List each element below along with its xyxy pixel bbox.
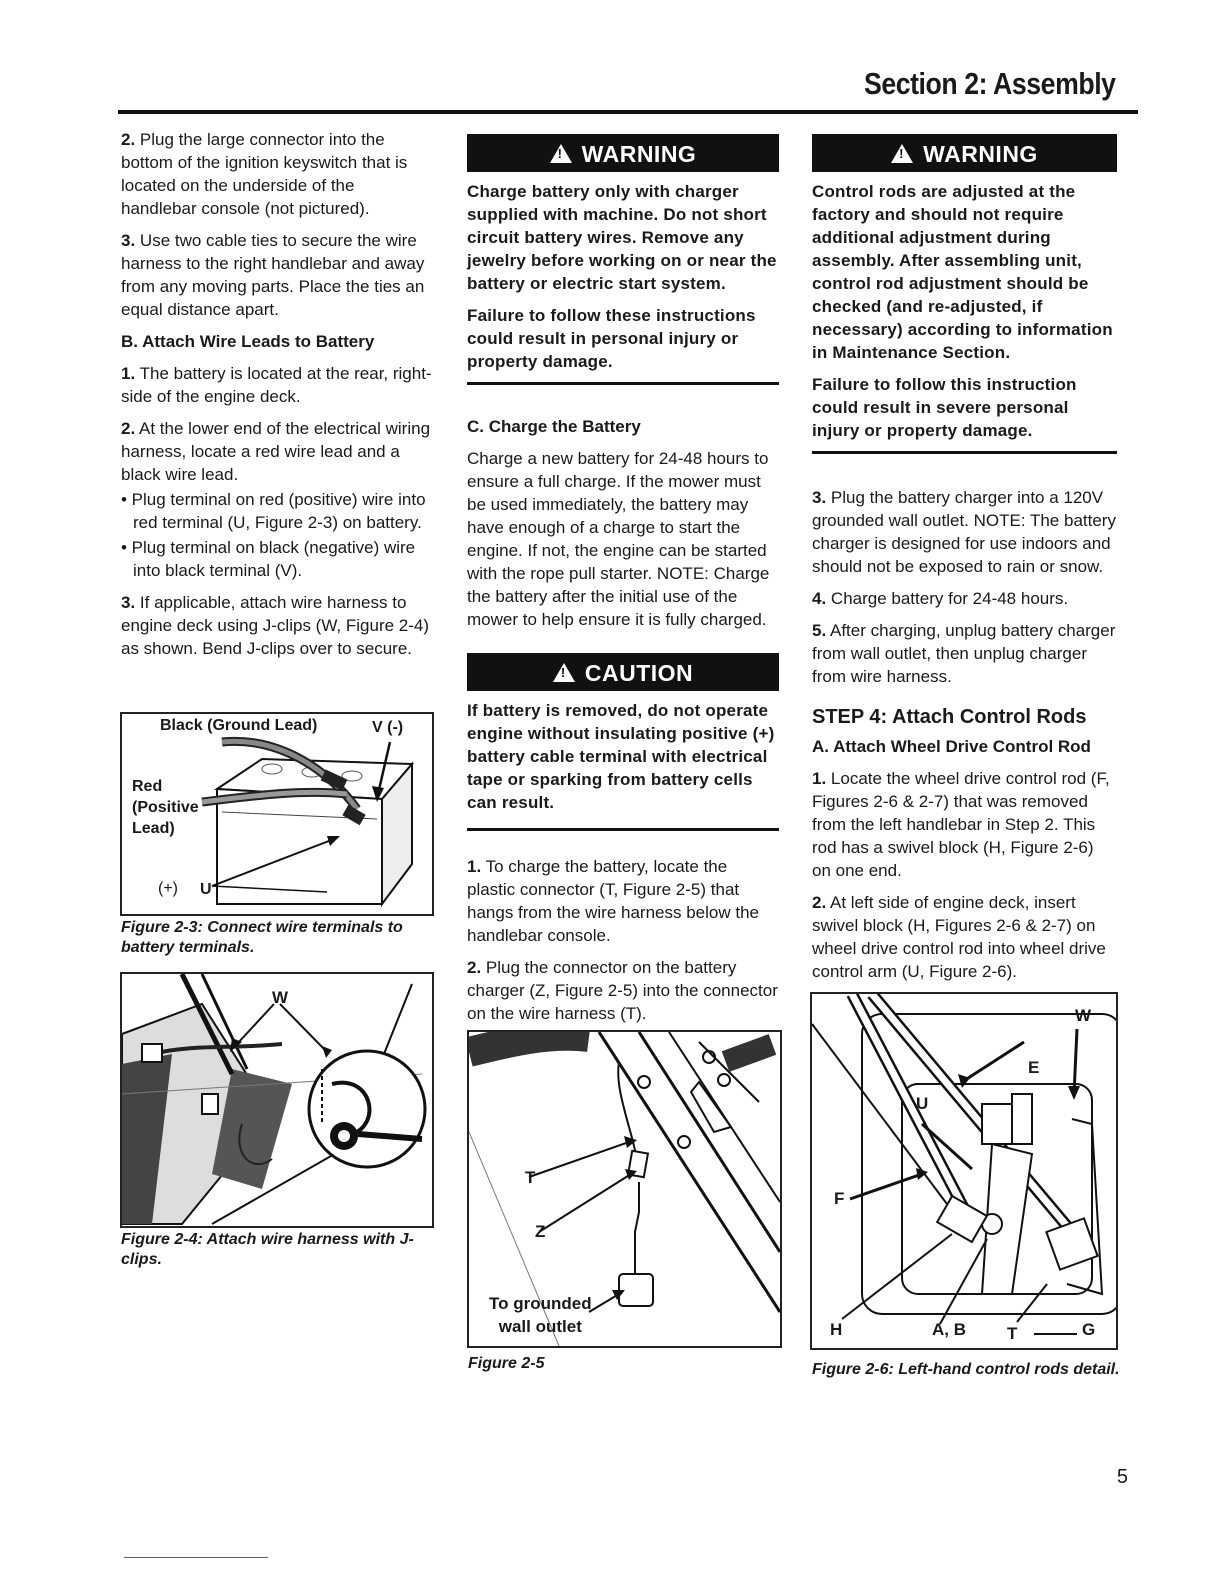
label-u: U <box>916 1094 929 1113</box>
label-to-grounded-wall-outlet: To grounded wall outlet <box>489 1294 592 1336</box>
a-step-1-para: 1. Locate the wheel drive control rod (F, Figures 2-6 & 2-7) that was removed from the left handlebar in Step 2. This rod has a swivel block (H, Figure 2-6) on one end. <box>812 769 1110 880</box>
label-f: F <box>834 1189 845 1208</box>
bullet-black: • Plug terminal on black (negative) wire into black terminal (V). <box>121 538 416 580</box>
figure-2-5 <box>467 1030 782 1348</box>
label-u: U <box>200 881 212 898</box>
s-step-5-para: 5. After charging, unplug battery charger from wall outlet, then unplug charger from wire harness. <box>812 621 1116 686</box>
footer-line <box>124 1557 268 1558</box>
label-z: Z <box>535 1222 546 1241</box>
b-step-2-para: 2. At the lower end of the electrical wiring harness, locate a red wire lead and a black wire lead. <box>121 419 431 484</box>
caution-banner: !CAUTION <box>467 653 779 691</box>
charge-paragraph: Charge a new battery for 24-48 hours to ensure a full charge. If the mower must be used immediately, the battery may have enough of a charge to start the engine. If not, the engine can be started with the rope pull starter. NOTE: Charge the battery after the initial use of the mower to help ensure it is fully charged. <box>467 449 770 629</box>
heading-c: C. Charge the Battery <box>467 417 641 436</box>
page-number: 5 <box>1116 1466 1128 1488</box>
step-3-para: 3. Use two cable ties to secure the wire harness to the right handlebar and away from any moving parts. Place the ties an equal distance apart. <box>121 231 425 319</box>
warning-banner-2: !WARNING <box>812 134 1117 172</box>
figure-2-6-caption: Figure 2-6: Left-hand control rods detail. <box>812 1361 1120 1378</box>
header-rule <box>118 110 1138 114</box>
heading-a: A. Attach Wheel Drive Control Rod <box>812 737 1091 756</box>
label-red-lead: Red (Positive Lead) <box>132 778 199 837</box>
caution-triangle-icon <box>553 663 575 682</box>
label-plus: (+) <box>158 880 178 897</box>
warning-triangle-icon <box>550 144 572 163</box>
bullet-red: • Plug terminal on red (positive) wire into red terminal (U, Figure 2-3) on battery. <box>121 490 426 532</box>
label-t: T <box>1007 1324 1018 1343</box>
s-step-3-para: 3. Plug the battery charger into a 120V grounded wall outlet. NOTE: The battery charger is designed for use indoors and should not be exposed to rain or snow. <box>812 488 1116 576</box>
figure-2-3 <box>120 712 434 916</box>
s-step-4-para: 4. Charge battery for 24-48 hours. <box>812 589 1069 608</box>
caution-text: If battery is removed, do not operate engine without insulating positive (+) battery cable terminal with electrical tape or sparking from battery cells can result. <box>467 701 775 812</box>
label-black-ground-lead: Black (Ground Lead) <box>160 717 318 734</box>
label-w: W <box>272 988 289 1007</box>
step-2-para: 2. Plug the large connector into the bottom of the ignition keyswitch that is located on the underside of the handlebar console (not pictured). <box>121 130 408 218</box>
label-w: W <box>1075 1006 1092 1025</box>
figure-2-6 <box>810 992 1118 1350</box>
label-t: T <box>525 1168 536 1187</box>
figure-2-3-caption: Figure 2-3: Connect wire terminals to battery terminals. <box>121 919 403 956</box>
b-step-3-para: 3. If applicable, attach wire harness to engine deck using J-clips (W, Figure 2-4) as shown. Bend J-clips over to secure. <box>121 593 430 658</box>
label-h: H <box>830 1320 843 1339</box>
label-a-b: A, B <box>932 1320 966 1339</box>
figure-2-5-caption: Figure 2-5 <box>468 1355 545 1372</box>
a-step-2-para: 2. At left side of engine deck, insert swivel block (H, Figures 2-6 & 2-7) on wheel drive control rod into wheel drive control arm (U, Figure 2-6). <box>812 893 1106 981</box>
column-2 <box>467 134 779 1034</box>
column-3 <box>812 134 1117 992</box>
b-step-1-para: 1. The battery is located at the rear, right-side of the engine deck. <box>121 364 432 406</box>
column-1 <box>121 128 433 669</box>
control-rods-illustration <box>812 994 1116 1348</box>
figure-2-4 <box>120 972 434 1228</box>
c-step-1-para: 1. To charge the battery, locate the plastic connector (T, Figure 2-5) that hangs from the wire harness below the handlebar console. <box>467 857 759 945</box>
label-g: G <box>1082 1320 1096 1339</box>
c-step-2-para: 2. Plug the connector on the battery charger (Z, Figure 2-5) into the connector on the wire harness (T). <box>467 958 778 1023</box>
warning-text: Charge battery only with charger supplied with machine. Do not short circuit battery wires. Remove any jewelry before working on or near the battery or electric start system. Failure to follow these instructions could result in personal injury or property damage. <box>467 182 777 371</box>
warning-rule-2 <box>812 451 1117 454</box>
warning-banner: !WARNING <box>467 134 779 172</box>
label-e: E <box>1028 1058 1040 1077</box>
warning-rule <box>467 382 779 385</box>
warning-triangle-icon-2 <box>891 144 913 163</box>
heading-b: B. Attach Wire Leads to Battery <box>121 332 375 351</box>
jclip-illustration <box>122 974 432 1226</box>
caution-rule <box>467 828 779 831</box>
section-title: Section 2: Assembly <box>864 66 1116 101</box>
step-4-heading: STEP 4: Attach Control Rods <box>812 706 1087 728</box>
label-v-negative: V (-) <box>372 719 404 736</box>
warning-text-2: Control rods are adjusted at the factory and should not require additional adjustment during assembly. After assembling unit, control rod adjustment should be checked (and re-adjusted, if necessary) according to information in Maintenance Section. Failure to follow this instruction could result in severe personal injury or property damage. <box>812 182 1113 440</box>
figure-2-4-caption: Figure 2-4: Attach wire harness with J- clips. <box>121 1231 414 1268</box>
